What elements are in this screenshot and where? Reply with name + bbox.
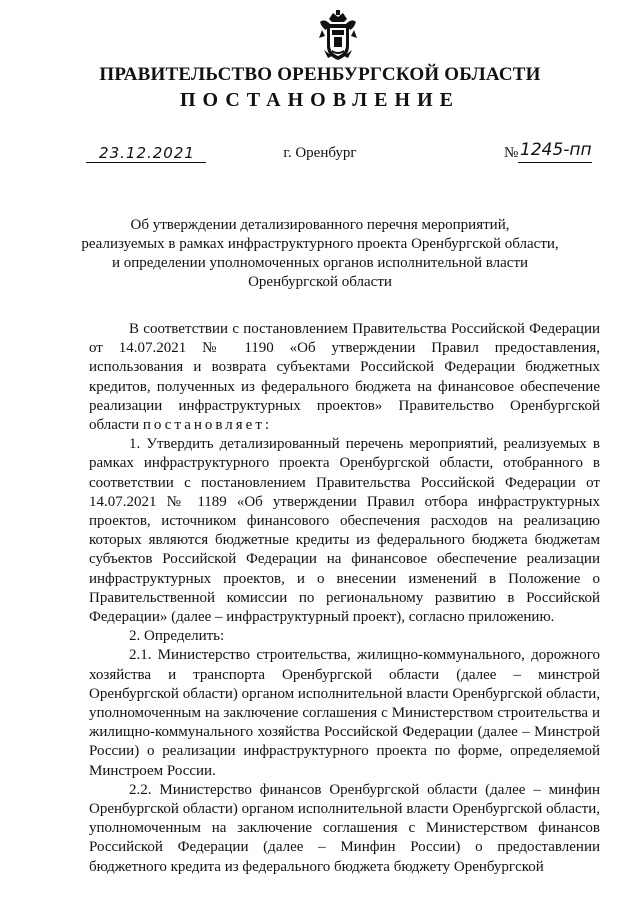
- document-date: 23.12.2021: [99, 144, 195, 162]
- document-number: 1245-пп: [520, 140, 592, 160]
- document-subject: [60, 216, 580, 292]
- subject-line: Оренбургской области: [248, 274, 392, 290]
- decrees-word: постановляет: [142, 417, 265, 434]
- number-sign: №: [504, 145, 519, 161]
- paragraph-2-2: 2.2. Министерство финансов Оренбургской области (далее – минфин Оренбургской области) органом исполнительной власти Оренбургской области, уполномоченным на заключение соглашения с Министерством финансов Российской Федерации (далее – Минфин России) о предоставлении бюджетного кредита из федерального бюджета бюджету Оренбургской: [89, 781, 600, 875]
- subject-line: Об утверждении детализированного перечня мероприятий,: [130, 217, 510, 233]
- intro-paragraph: [89, 320, 600, 435]
- number-underline: [518, 162, 592, 163]
- paragraph-2-1: 2.1. Министерство строительства, жилищно-коммунального, дорожного хозяйства и транспорта Оренбургской области (далее – минстрой Оренбургской области) органом исполнительной власти Оренбургской области, уполномоченным на заключение соглашения с Министерством строительства и жилищно-коммунального хозяйства Российской Федерации (далее – Минстрой России) о реализации инфраструктурного проекта по форме, определяемой Минстроем России.: [89, 647, 600, 779]
- subject-line: реализуемых в рамках инфраструктурного проекта Оренбургской области,: [81, 236, 559, 252]
- document-type-title: ПОСТАНОВЛЕНИЕ: [180, 89, 460, 111]
- coat-of-arms-icon: [316, 10, 360, 64]
- document-body: [89, 320, 600, 877]
- subject-line: и определении уполномоченных органов исполнительной власти: [111, 255, 529, 271]
- decrees-colon: :: [264, 417, 270, 434]
- paragraph-2: 2. Определить:: [129, 628, 225, 645]
- paragraph-1: 1. Утвердить детализированный перечень мероприятий, реализуемых в рамках инфраструктурного проекта Оренбургской области, отобранного в соответствии с постановлением Правительства Российской Федерации от 14.07.2021 № 1189 «Об утверждении Правил отбора инфраструктурных проектов, источником финансового обеспечения расходов на реализацию которых являются бюджетные кредиты из федерального бюджета бюджетам субъектов Российской Федерации на финансовое обеспечение реализации инфраструктурных проектов, и о внесении изменений в Положение о Правительственной комиссии по региональному развитию в Российской Федерации» (далее – инфраструктурный проект), согласно приложению.: [89, 436, 600, 626]
- government-name: ПРАВИТЕЛЬСТВО ОРЕНБУРГСКОЙ ОБЛАСТИ: [99, 64, 541, 85]
- document-city: г. Оренбург: [283, 145, 357, 161]
- intro-text: В соответствии с постановлением Правительства Российской Федерации от 14.07.2021 № 1190 «Об утверждении Правил предоставления, использования и возврата субъектами Российской Федерации бюджетных кредитов, полученных из федерального бюджета на финансовое обеспечение реализации инфраструктурных проектов» Правительство Оренбургской области: [89, 321, 600, 434]
- date-underline: [86, 162, 206, 163]
